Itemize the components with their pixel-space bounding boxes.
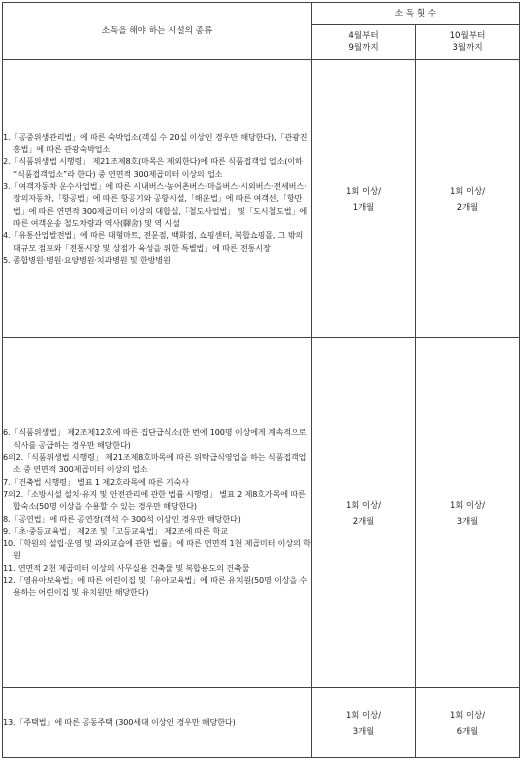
list-item: 12.「영유아보육법」에 따른 어린이집 및「유아교육법」에 따른 유치원(50명 이상을 수용하는 어린이집 및 유치원만 해당한다) [3,574,308,598]
list-item: 1.「공중위생관리법」에 따른 숙박업소(객실 수 20실 이상인 경우만 해당한다),「관광진흥법」에 따른 관광숙박업소 [3,131,308,155]
apr-sep-header [312,25,416,60]
frequency-count: 1회 이상/ [449,185,486,196]
facility-list [3,338,312,688]
oct-mar-header-line1: 10월부터 [449,31,486,41]
list-item: 8.「공연법」에 따른 공연장(객석 수 300석 이상인 경우만 해당한다) [3,513,241,524]
apr-sep-header-line1: 4월부터 [348,31,379,41]
table-row [3,338,520,688]
frequency-apr-sep [312,60,416,338]
list-item: 4.「유통산업발전법」에 따른 대형마트, 전문점, 백화점, 쇼핑센터, 복합쇼핑몰, 그 밖의 대규모 점포와「전통시장 및 상점가 육성을 위한 특별법」에 따른 전통시장 [3,230,304,253]
frequency-period: 1개월 [352,201,375,212]
frequency-count: 1회 이상/ [449,709,486,720]
oct-mar-header [416,25,520,60]
list-item: 3.「여객자동차 운수사업법」에 따른 시내버스·농어촌버스·마을버스·시외버스·전세버스·장의자동차,「항공법」에 따른 항공기와 공항시설,「해운법」에 따른 여객선,「항만법」에 따른 연면적 300제곱미터 이상의 대합실,「철도사업법」 및「도시철도법」에 따른 여객운송 철도차량과 역사(驛舍) 및 역 시설 [3,181,308,228]
frequency-count: 1회 이상/ [449,499,486,510]
frequency-count: 1회 이상/ [345,185,382,196]
list-item: 7.「건축법 시행령」 별표 1 제2호라목에 따른 기숙사 [3,476,189,487]
list-item: 6.「식품위생법」 제2조제12호에 따른 집단급식소(한 번에 100명 이상에게 계속적으로 식사를 공급하는 경우만 해당한다) [3,427,307,450]
table-row [3,688,520,758]
apr-sep-header-line2: 9월까지 [348,43,379,53]
oct-mar-header-line2: 3월까지 [452,43,483,53]
list-item: 10.「학원의 설립·운영 및 과외교습에 관한 법률」에 따른 연면적 1천 제곱미터 이상의 학원 [3,538,311,561]
frequency-apr-sep [312,338,416,688]
table-row [3,60,520,338]
facility-list [3,688,312,758]
facility-type-header: 소독을 해야 하는 시설의 종류 [3,3,312,60]
frequency-header: 소 독 횟 수 [312,3,520,25]
frequency-oct-mar [416,60,520,338]
list-item: 9.「초·중등교육법」 제2조 및「고등교육법」 제2조에 따른 학교 [3,525,228,536]
list-item: 6의2.「식품위생법 시행령」 제21조제8호마목에 따른 위탁급식영업을 하는 식품접객업소 중 연면적 300제곱미터 이상의 업소 [3,452,307,475]
disinfection-frequency-table [2,2,520,758]
frequency-period: 2개월 [352,515,375,526]
frequency-period: 6개월 [456,725,479,736]
list-item: 11. 연면적 2천 제곱미터 이상의 사무실용 건축물 및 복합용도의 건축물 [3,562,250,573]
frequency-period: 3개월 [456,515,479,526]
list-item: 5. 종합병원·병원·요양병원·치과병원 및 한방병원 [3,254,171,265]
frequency-period: 2개월 [456,201,479,212]
facility-list [3,60,312,338]
list-item: 7의2.「소방시설 설치·유지 및 안전관리에 관한 법률 시행령」 별표 2 제8호가목에 따른 합숙소(50명 이상을 수용할 수 있는 경우만 해당한다) [3,488,306,512]
frequency-oct-mar [416,338,520,688]
frequency-period: 3개월 [352,725,375,736]
frequency-count: 1회 이상/ [345,499,382,510]
list-item: 2.「식품위생법 시행령」 제21조제8호(마목은 제외한다)에 따른 식품접객업 업소(이하 “식품접객업소”라 한다) 중 연면적 300제곱미터 이상의 업소 [3,156,303,179]
frequency-apr-sep [312,688,416,758]
frequency-oct-mar [416,688,520,758]
frequency-count: 1회 이상/ [345,709,382,720]
list-item: 13.「주택법」에 따른 공동주택 (300세대 이상인 경우만 해당한다) [3,717,236,728]
